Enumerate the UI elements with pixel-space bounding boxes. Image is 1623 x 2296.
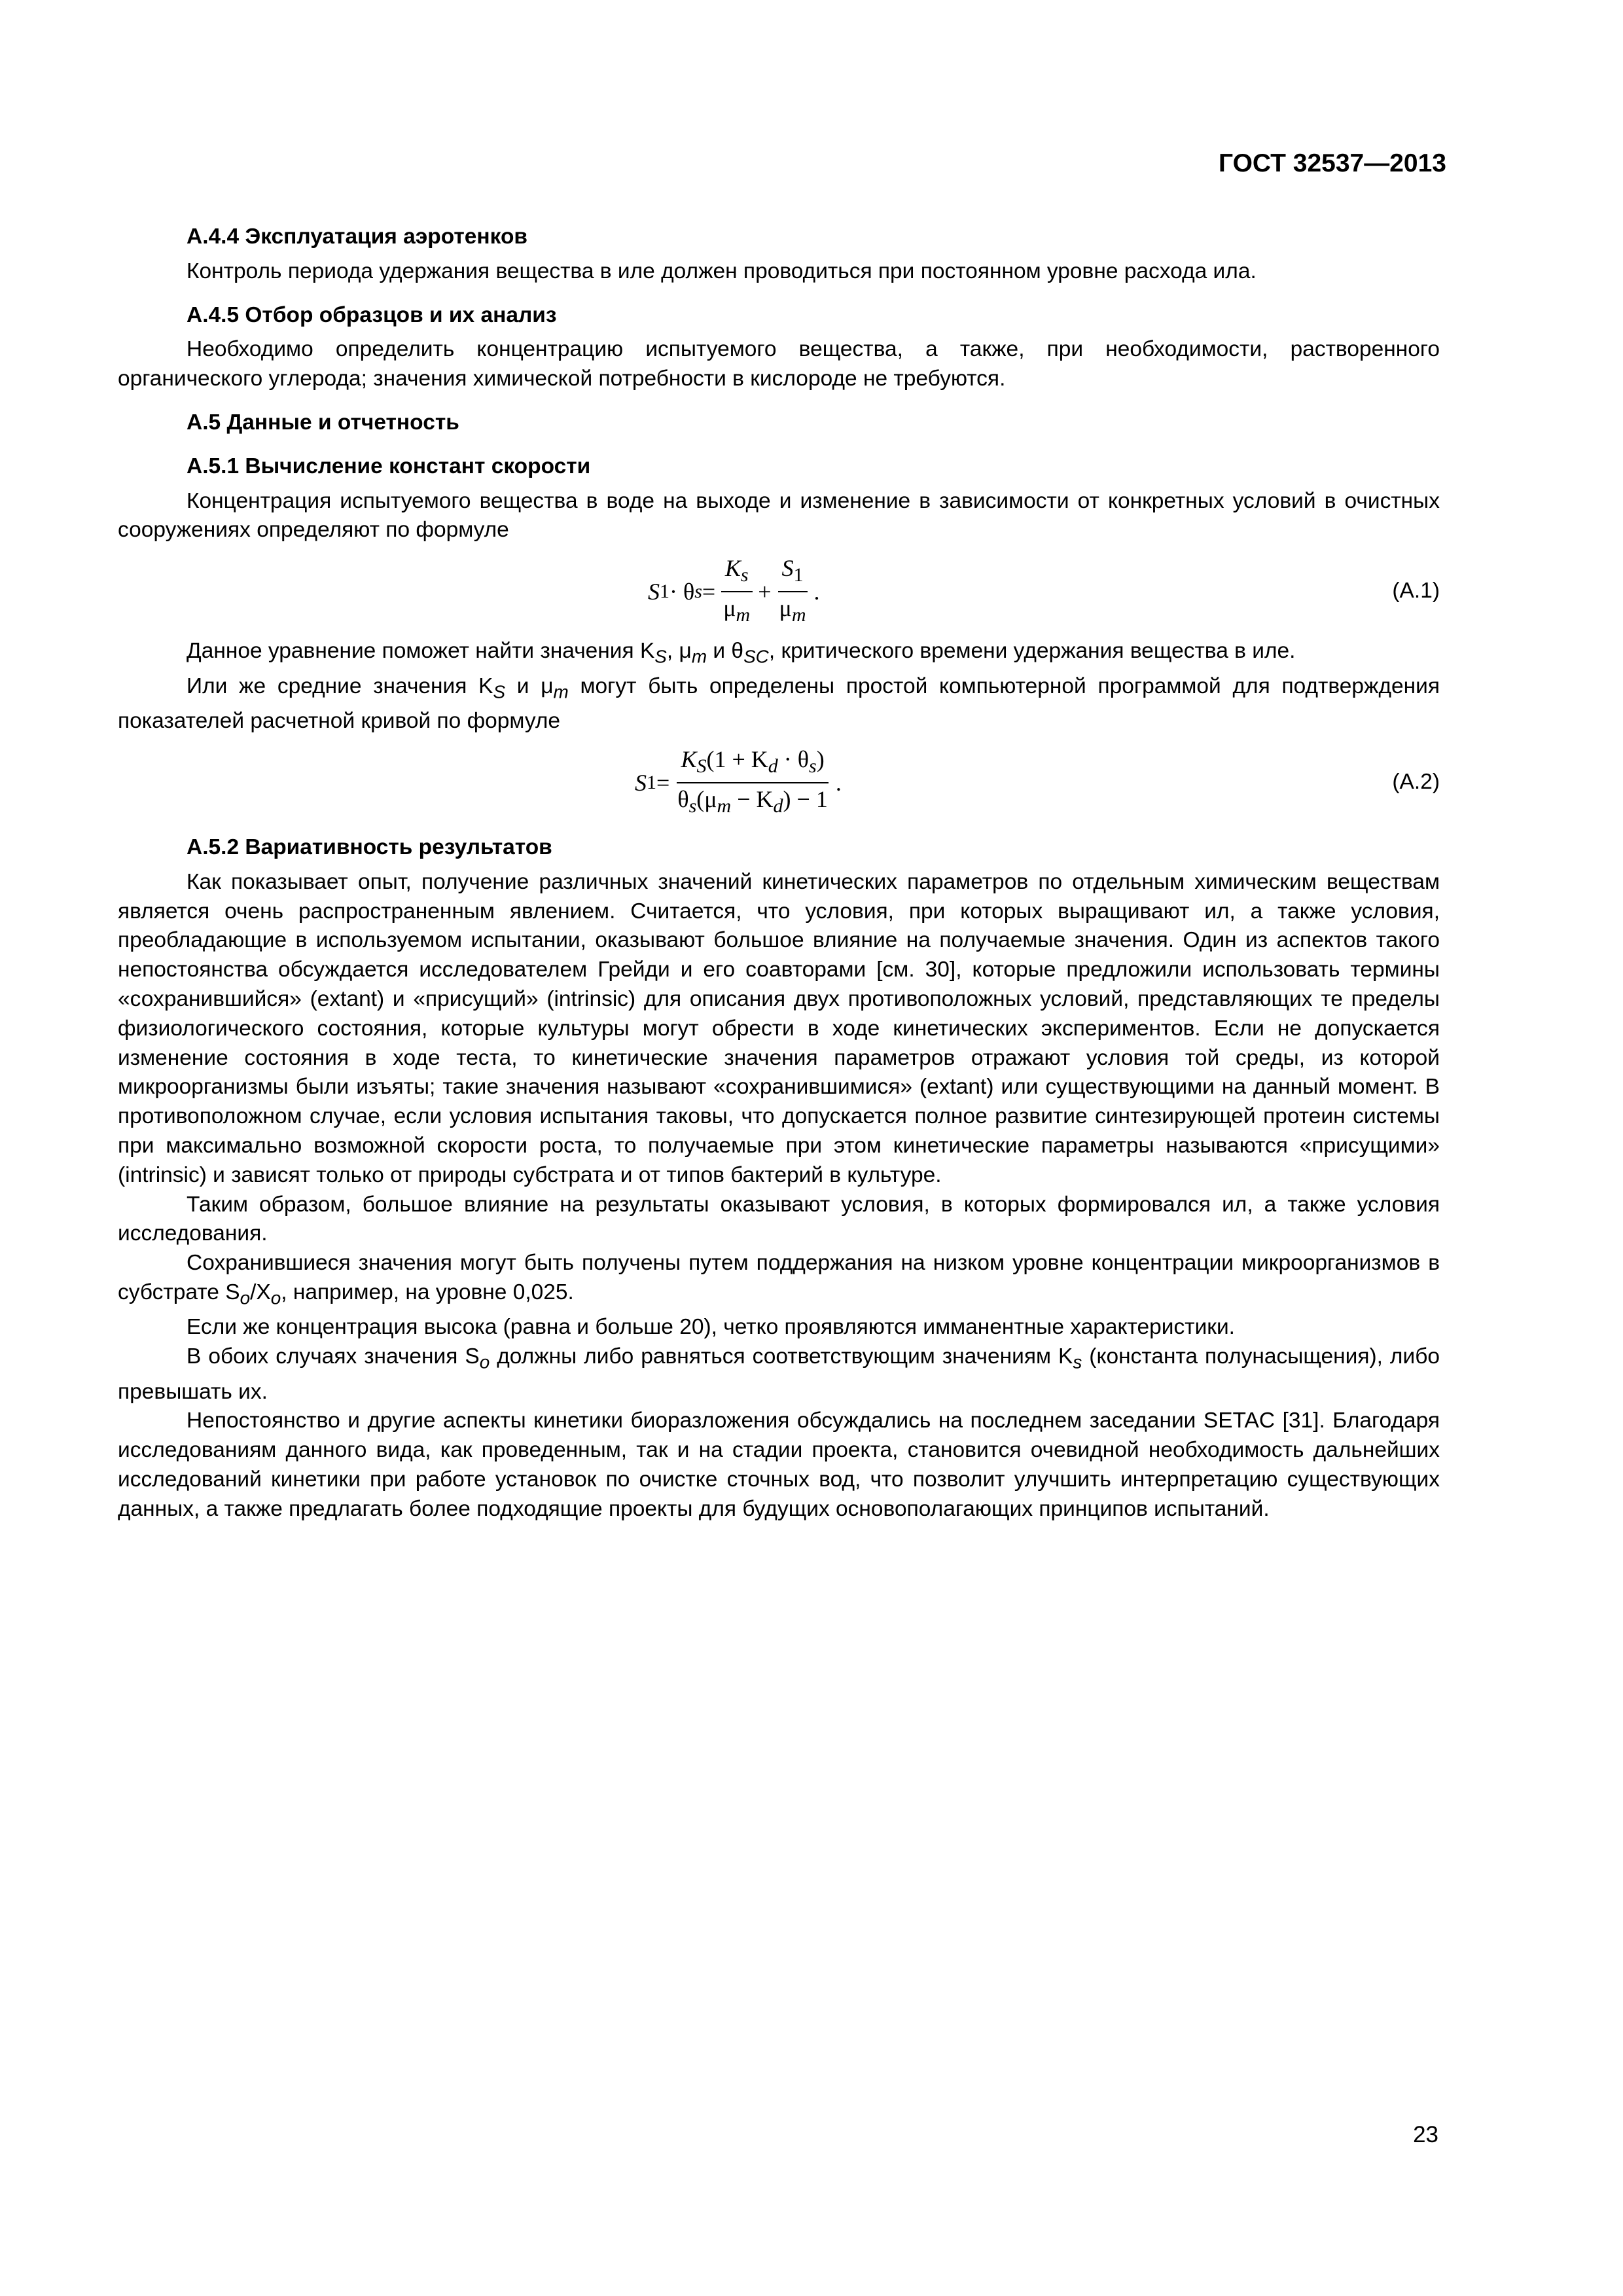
formula-a2-eq: = (656, 769, 670, 796)
heading-a45: А.4.5 Отбор образцов и их анализ (187, 302, 557, 327)
formula-a2-end: . (835, 769, 842, 796)
paragraph-a51-equation-note: Данное уравнение поможет найти значения $K_S$, $\mu_m$ и $\theta_{SC}$, критического времени удержания вещества в иле. (187, 639, 1296, 667)
f2-num: S (781, 554, 794, 581)
f1-num: K (724, 554, 741, 581)
formula-a2 (118, 747, 1440, 819)
paragraph-a52-6: Непостоянство и другие аспекты кинетики биоразложения обсуждались на последнем заседании SETAC [31]. Благодаря исследованиям данного вида, как проведенным, так и на стадии проекта, становится очевидной необходимость дальнейших исследований кинетики при работе установок по очистке сточных вод, что позволит улучшить интерпретацию существующих данных, а также предлагать более подходящие проекты для будущих основополагающих принципов испытаний. (118, 1408, 1440, 1521)
formula-a1-s-sub: 1 (660, 580, 669, 602)
formula-a2-s: S (635, 769, 647, 796)
formula-a1-plus: + (758, 578, 772, 605)
formula-a1-theta-sub: s (694, 580, 702, 602)
paragraph-a44: Контроль периода удержания вещества в иле должен проводиться при постоянном уровне расхода ила. (187, 259, 1257, 283)
formula-a2-s-sub: 1 (647, 771, 656, 793)
f2-num-sub: 1 (793, 564, 804, 586)
f2-den-sub: m (791, 604, 806, 626)
paragraph-a52-4: Если же концентрация высока (равна и больше 20), четко проявляются имманентные характеристики. (187, 1315, 1235, 1340)
heading-a51: А.5.1 Вычисление констант скорости (187, 454, 591, 478)
formula-a1-s: S (648, 578, 660, 605)
heading-a52: А.5.2 Вариативность результатов (187, 834, 552, 859)
formula-a1-end: . (813, 578, 820, 605)
formula-a1-theta: · θ (669, 578, 695, 605)
paragraph-a52-3: Сохранившиеся значения могут быть получены путем поддержания на низком уровне концентрации микроорганизмов в субстрате $S_o/X_o$, например, на уровне 0,025. (118, 1251, 1440, 1308)
formula-a1-eq: = (702, 578, 716, 605)
formula-a2-number: (А.2) (1392, 769, 1440, 794)
paragraph-a45: Необходимо определить концентрацию испытуемого вещества, а также, при необходимости, растворенного органического углерода; значения химической потребности в кислороде не требуются. (118, 337, 1440, 391)
paragraph-a51-intro: Концентрация испытуемого вещества в воде на выходе и изменение в зависимости от конкретных условий в очистных сооружениях определяют по формуле (118, 488, 1440, 543)
paragraph-a52-5: В обоих случаях значения $S_o$ должны либо равняться соответствующим значениям $K_s$ (константа полунасыщения), либо превышать их. (118, 1344, 1440, 1404)
heading-a5: А.5 Данные и отчетность (187, 410, 459, 435)
f2-den: μ (779, 595, 792, 622)
f1-num-sub: s (740, 564, 749, 586)
f1-den: μ (723, 595, 736, 622)
paragraph-a51-program-note: Или же средние значения $K_S$ и $\mu_m$ могут быть определены простой компьютерной программой для подтверждения показателей расчетной кривой по формуле (118, 673, 1440, 734)
formula-a1 (118, 556, 1440, 628)
formula-a2-fraction: $\frac{K_S(1 + K_d \cdot \theta_s)}{\theta_s(\mu_m - K_d) - 1}$ (677, 745, 828, 817)
page-number: 23 (1413, 2122, 1438, 2147)
heading-a44: А.4.4 Эксплуатация аэротенков (187, 224, 528, 249)
document-code: ГОСТ 32537—2013 (1219, 149, 1446, 177)
page-content (118, 223, 1440, 1524)
f1-den-sub: m (736, 604, 751, 626)
paragraph-a52-2: Таким образом, большое влияние на результаты оказывают условия, в которых формировался ил, а также условия исследования. (118, 1192, 1440, 1246)
formula-a1-number: (А.1) (1392, 579, 1440, 603)
paragraph-a52-1: Как показывает опыт, получение различных значений кинетических параметров по отдельным химическим веществам является очень распространенным явлением. Считается, что условия, при которых выращивают ил, а также условия, преобладающие в используемом испытании, оказывают большое влияние на получаемые значения. Один из аспектов такого непостоянства обсуждается исследователем Грейди и его соавторами [см. 30], которые предложили использовать термины «сохранившийся» (extant) и «присущий» (intrinsic) для описания двух противоположных условий, представляющих те пределы физиологического состояния, которые культуры могут обрести в ходе кинетических экспериментов. Если не допускается изменение состояния в ходе теста, то кинетические значения параметров отражают условия той среды, из которой микроорганизмы были изъяты; такие значения называют «сохранившимися» (extant) или существующими на данный момент. В противоположном случае, если условия испытания таковы, что допускается полное развитие синтезирующей протеин системы при максимально возможной скорости роста, то получаемые при этом кинетические параметры называются «присущими» (intrinsic) и зависят только от природы субстрата и от типов бактерий в культуре. (118, 869, 1440, 1187)
formula-a1-fraction-1 (719, 554, 754, 630)
formula-a1-fraction-2 (776, 554, 810, 630)
